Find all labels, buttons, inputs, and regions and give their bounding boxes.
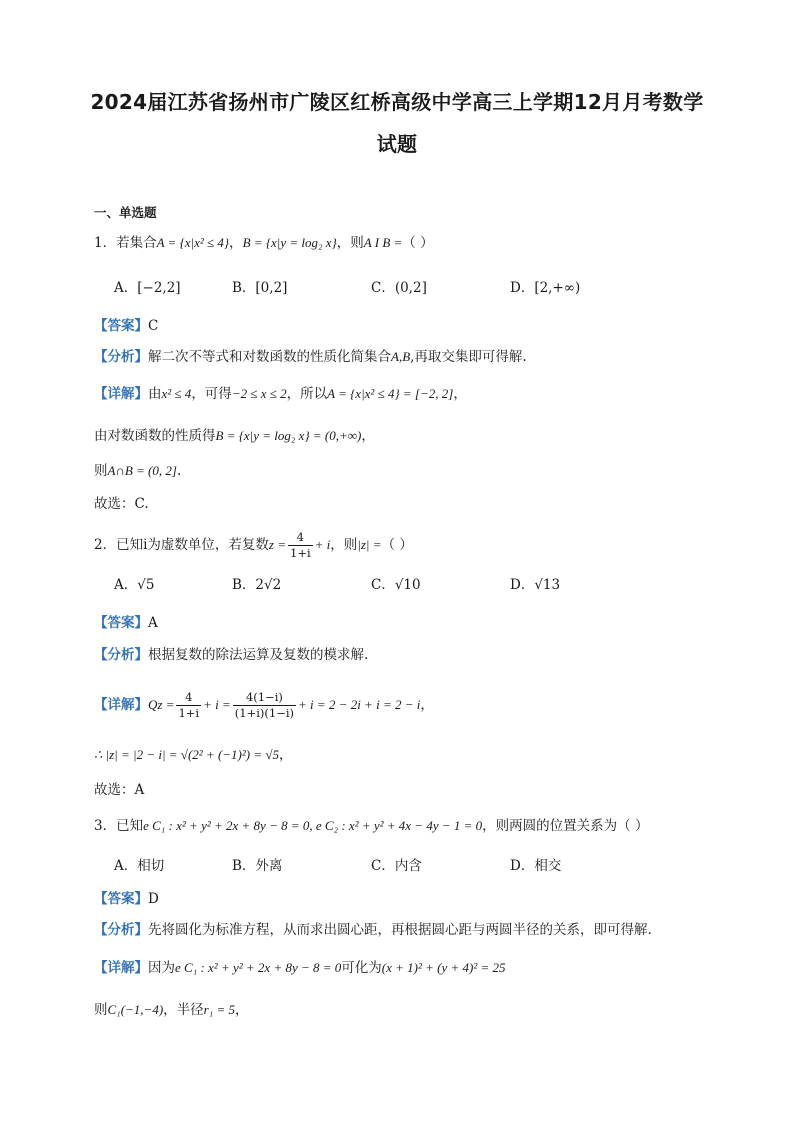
q2-d-q: Q [148, 697, 158, 712]
detail-label: 【详解】 [94, 697, 148, 713]
q1-option-c: C．(0,2] [371, 280, 427, 296]
q2-fraction [288, 530, 313, 561]
q1-d3-post: . [176, 463, 182, 479]
q1-d1-m2: −2 ≤ x ≤ 2 [231, 386, 287, 401]
q2-d-l2-post: ， [279, 747, 293, 763]
q1-d2-post: ， [361, 428, 375, 444]
q1-d3-m: A∩B = (0, 2] [107, 463, 177, 478]
q1-d1-pre: 由 [148, 386, 162, 402]
q3-analysis-text: 先将圆化为标准方程，从而求出圆心距，再根据圆心距与两圆半径的关系，即可得解. [148, 922, 652, 938]
q2-choose: 故选：A [94, 782, 145, 798]
q2-detail-line-2 [94, 745, 293, 765]
q2-plus-i: + i [314, 537, 331, 552]
q1-analysis-line [94, 347, 527, 367]
document-title-line2: 试题 [376, 132, 418, 156]
q3-last-m1: C₁(−1,−4) [107, 1002, 164, 1017]
q1-set-a: A = {x|x² ≤ 4} [156, 235, 230, 250]
question-1-stem [94, 233, 434, 253]
q3-option-d: D．相交 [510, 858, 562, 874]
analysis-label: 【分析】 [94, 349, 148, 365]
q1-detail-line-3 [94, 461, 181, 481]
q2-option-c: C．√10 [371, 577, 421, 593]
q2-option-b: B．2√2 [232, 577, 282, 593]
q2-frac-num: 4 [288, 530, 313, 546]
q3-option-b: B．外离 [232, 858, 283, 874]
q3-d-m2: (x + 1)² + (y + 4)² = 25 [381, 960, 506, 975]
answer-label: 【答案】 [94, 615, 148, 631]
q3-answer-value: D [148, 891, 159, 907]
q1-detail-line-2 [94, 426, 375, 446]
question-3-stem [94, 816, 648, 836]
q1-d1-mid2: ，所以 [286, 386, 328, 402]
section-heading: 一、单选题 [94, 205, 157, 220]
q2-analysis-line [94, 645, 368, 665]
q3-answer-line [94, 889, 159, 909]
q2-d-tail-post: ， [420, 697, 434, 713]
q3-stem-pre: 3．已知 [94, 818, 144, 834]
q1-d1-post: ， [453, 386, 467, 402]
document-title: 2024届江苏省扬州市广陵区红桥高级中学高三上学期12月月考数学 [90, 90, 704, 114]
q1-sep: ， [229, 235, 243, 251]
q2-d-plus: + i = [203, 697, 231, 712]
q1-option-b: B．[0,2] [232, 280, 288, 296]
q1-analysis-post: ,再取交集即可得解. [410, 349, 527, 365]
analysis-label: 【分析】 [94, 922, 148, 938]
q1-d3-pre: 则 [94, 463, 108, 479]
q2-d-l2: ∴ |z| = |2 − i| = √(2² + (−1)²) = √5 [94, 747, 280, 762]
q2-d-f2-den: (1+i)(1−i) [234, 706, 295, 720]
q1-paren: （ ） [402, 235, 434, 251]
q2-answer-value: A [148, 615, 158, 631]
q1-answer-value: C [148, 318, 159, 334]
q3-d-mid: 可化为 [341, 960, 382, 976]
q3-last-post: ， [235, 1002, 249, 1018]
q1-d1-m1: x² ≤ 4 [161, 386, 192, 401]
answer-label: 【答案】 [94, 318, 148, 334]
q3-detail-line-1 [94, 958, 506, 978]
q3-option-c: C．内含 [371, 858, 422, 874]
q2-d-tail: + i = 2 − 2i + i = 2 − i [298, 697, 421, 712]
q2-d-f2-num: 4(1−i) [233, 690, 296, 706]
answer-label: 【答案】 [94, 891, 148, 907]
detail-label: 【详解】 [94, 960, 148, 976]
q2-option-d: D．√13 [510, 577, 561, 593]
detail-label: 【详解】 [94, 386, 148, 402]
q2-paren: （ ） [381, 537, 413, 553]
q2-abs-z: |z| = [357, 537, 382, 552]
q1-d1-mid: ，可得 [191, 386, 232, 402]
q1-d1-m3: A = {x|x² ≤ 4} = [−2, 2] [327, 386, 454, 401]
q3-circles: e C₁ : x² + y² + 2x + 8y − 8 = 0, e C₂ : x² + y² + 4x − 4y − 1 = 0 [143, 818, 483, 833]
q3-option-a: A．相切 [114, 858, 165, 874]
question-2-stem [94, 530, 413, 561]
q3-last-m2: r₁ = 5 [203, 1002, 236, 1017]
q1-analysis-pre: 解二次不等式和对数函数的性质化简集合 [148, 349, 391, 365]
q1-choose: 故选：C. [94, 496, 149, 512]
q1-option-d: D．[2,+∞) [510, 280, 581, 296]
q3-detail-line-2 [94, 1000, 249, 1020]
q1-d2-pre: 由对数函数的性质得 [94, 428, 216, 444]
q1-d2-m: B = {x|y = log₂ x} = (0,+∞) [215, 428, 362, 443]
q3-last-mid: ，半径 [163, 1002, 204, 1018]
q3-d-pre: 因为 [148, 960, 175, 976]
q1-option-a: A．[−2,2] [114, 280, 181, 296]
q2-answer-line [94, 613, 158, 633]
q2-d-fraction-1 [176, 690, 201, 721]
q2-d-z: z = [157, 697, 175, 712]
q1-ask: A I B = [363, 235, 403, 250]
q1-answer-line [94, 316, 158, 336]
q2-d-f1-num: 4 [176, 690, 201, 706]
q1-detail-line-1 [94, 384, 467, 404]
analysis-label: 【分析】 [94, 647, 148, 663]
q1-set-b: B = {x|y = log₂ x} [242, 235, 337, 250]
q2-frac-den: 1+i [290, 546, 311, 560]
q3-d-m1: e C₁ : x² + y² + 2x + 8y − 8 = 0 [175, 960, 342, 975]
q2-d-f1-den: 1+i [178, 706, 200, 720]
q2-detail-line-1 [94, 690, 434, 721]
q2-analysis-text: 根据复数的除法运算及复数的模求解. [148, 647, 369, 663]
q1-analysis-math: A,B [391, 349, 411, 364]
q1-stem-post: ，则 [336, 235, 364, 251]
q1-stem-pre: 1．若集合 [94, 235, 157, 251]
q3-stem-post: ，则两圆的位置关系为（ ） [482, 818, 649, 834]
q2-z-eq: z = [268, 537, 287, 552]
q2-option-a: A．√5 [114, 577, 155, 593]
q3-analysis-line [94, 920, 652, 940]
q2-stem-mid: ，则 [330, 537, 358, 553]
q2-d-fraction-2 [233, 690, 296, 721]
q2-stem-pre: 2．已知i为虚数单位，若复数 [94, 537, 269, 553]
q3-last-pre: 则 [94, 1002, 108, 1018]
